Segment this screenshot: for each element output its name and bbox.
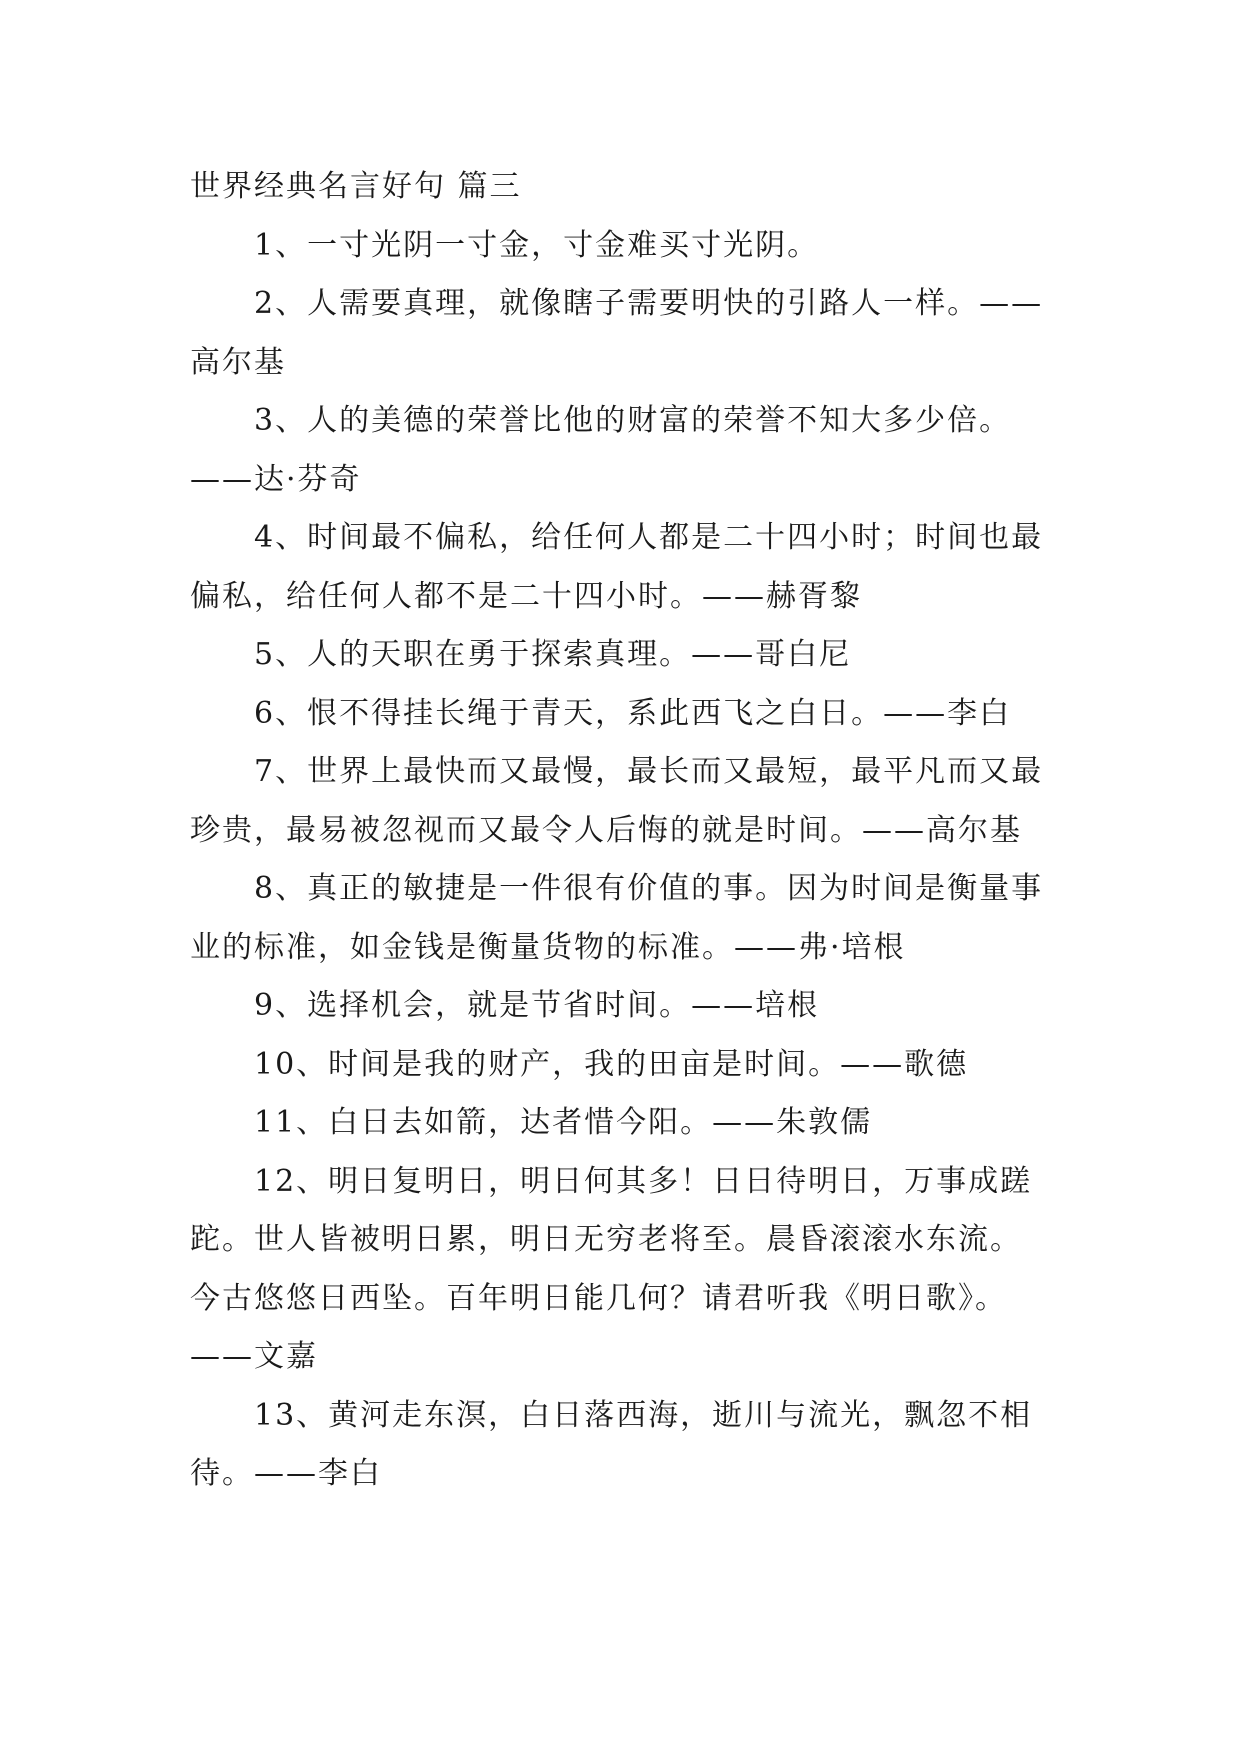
quote-paragraph: 2、人需要真理，就像瞎子需要明快的引路人一样。——高尔基 <box>190 286 1044 380</box>
quote-paragraph: 1、一寸光阴一寸金，寸金难买寸光阴。 <box>254 227 820 263</box>
quote-paragraph: 4、时间最不偏私，给任何人都是二十四小时；时间也最偏私，给任何人都不是二十四小时。——赫胥黎 <box>190 520 1044 614</box>
quote-paragraph: 8、真正的敏捷是一件很有价值的事。因为时间是衡量事业的标准，如金钱是衡量货物的标准。——弗·培根 <box>190 871 1044 965</box>
quote-paragraph: 11、白日去如箭，达者惜今阳。——朱敦儒 <box>254 1105 873 1140</box>
quote-paragraph: 10、时间是我的财产，我的田亩是时间。——歌德 <box>254 1046 969 1082</box>
quote-paragraph: 12、明日复明日，明日何其多！日日待明日，万事成蹉跎。世人皆被明日累，明日无穷老将至。晨昏滚滚水东流。今古悠悠日西坠。百年明日能几何？请君听我《明日歌》。——文嘉 <box>190 1163 1033 1374</box>
quote-paragraph: 3、人的美德的荣誉比他的财富的荣誉不知大多少倍。——达·芬奇 <box>190 403 1012 497</box>
quote-paragraph: 13、黄河走东溟，白日落西海，逝川与流光，飘忽不相待。——李白 <box>190 1397 1033 1491</box>
quote-paragraph: 9、选择机会，就是节省时间。——培根 <box>254 988 820 1023</box>
document-title: 世界经典名言好句 篇三 <box>190 169 522 204</box>
quote-paragraph: 6、恨不得挂长绳于青天，系此西飞之白日。——李白 <box>254 695 1012 731</box>
document-body <box>190 158 1052 1504</box>
quote-paragraph: 7、世界上最快而又最慢，最长而又最短，最平凡而又最珍贵，最易被忽视而又最令人后悔的就是时间。——高尔基 <box>190 754 1044 848</box>
quote-paragraph: 5、人的天职在勇于探索真理。——哥白尼 <box>254 637 852 672</box>
